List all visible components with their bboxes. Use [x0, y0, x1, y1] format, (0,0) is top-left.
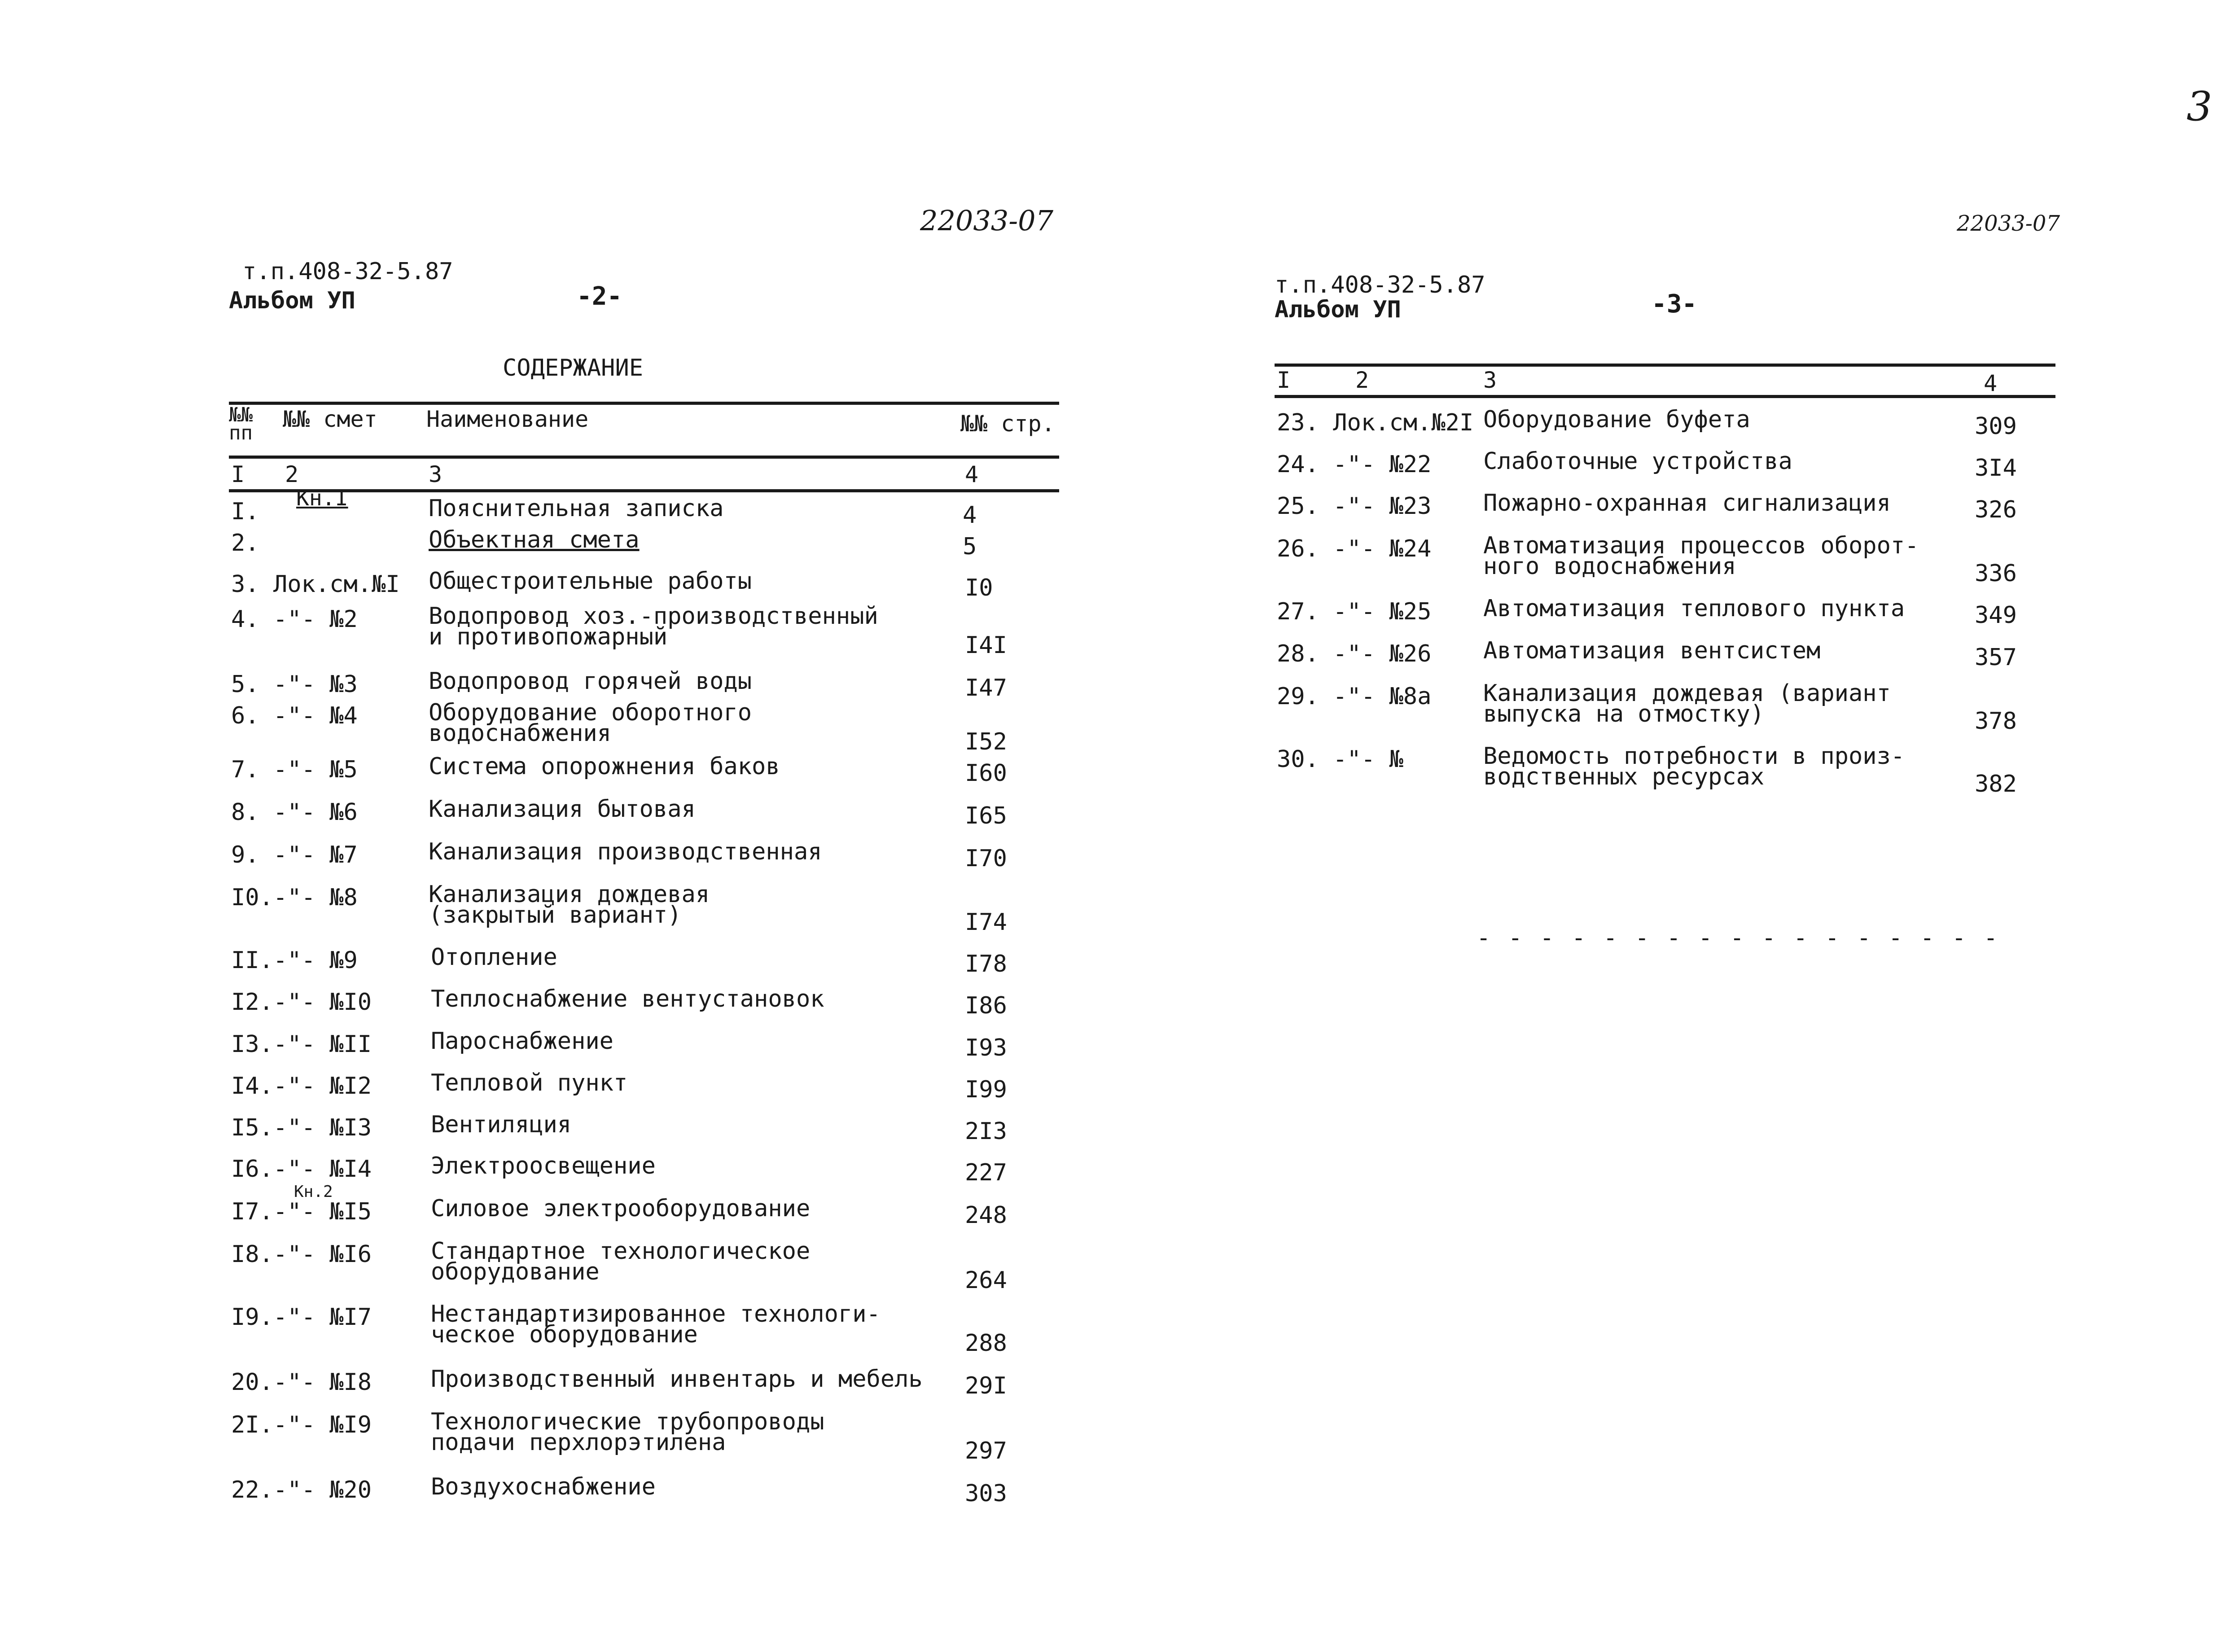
row-number: I2.-"- №I0 — [231, 989, 372, 1016]
row-number: 20.-"- №I8 — [231, 1369, 372, 1396]
row-number: 22.-"- №20 — [231, 1477, 372, 1503]
left-colnum-4: 4 — [965, 461, 979, 487]
row-page: 297 — [965, 1437, 1007, 1464]
row-page: 248 — [965, 1202, 1007, 1229]
row-number: I. — [231, 498, 259, 525]
row-name: Оборудование оборотного водоснабжения — [429, 699, 752, 747]
row-page: 2I3 — [965, 1118, 1007, 1145]
row-page: 309 — [1975, 413, 2017, 440]
right-ref-line: т.п.408-32-5.87 — [1275, 272, 1485, 298]
row-number: I7.-"- №I5 — [231, 1198, 372, 1225]
row-page: 29I — [965, 1372, 1007, 1399]
right-colnum-2: 2 — [1355, 367, 1369, 393]
row-number: I4.-"- №I2 — [231, 1073, 372, 1100]
row-number: 2. — [231, 530, 259, 557]
row-name: Канализация дождевая (закрытый вариант) — [429, 881, 710, 929]
row-name: Водопровод горячей воды — [429, 668, 752, 695]
row-number: I8.-"- №I6 — [231, 1241, 372, 1268]
row-page: I60 — [965, 760, 1007, 787]
row-name: Тепловой пункт — [431, 1069, 628, 1096]
row-number: 28. -"- №26 — [1277, 640, 1432, 667]
left-header-bottom-rule — [229, 489, 1059, 492]
row-number: 6. -"- №4 — [231, 702, 358, 729]
row-name: Электроосвещение — [431, 1152, 656, 1179]
row-number: 30. -"- № — [1277, 746, 1403, 773]
row-name: Пожарно-охранная сигнализация — [1483, 490, 1891, 517]
right-stamp: 22033-07 — [1957, 211, 2060, 236]
row-number: 29. -"- №8а — [1277, 683, 1432, 710]
row-number: I0.-"- №8 — [231, 884, 358, 911]
right-colnum-1: I — [1277, 367, 1291, 393]
row-name: Нестандартизированное технологи- ческое оборудование — [431, 1301, 881, 1348]
row-number: 2I.-"- №I9 — [231, 1411, 372, 1438]
row-page: I86 — [965, 992, 1007, 1019]
corner-page-number: 3 — [2187, 83, 2213, 130]
row-number: 26. -"- №24 — [1277, 535, 1432, 562]
left-header-top-rule — [229, 402, 1059, 405]
left-colnum-3: 3 — [429, 461, 443, 487]
row-name: Пояснительная записка — [429, 495, 724, 522]
right-colnum-4: 4 — [1984, 370, 1998, 396]
right-header-top-rule — [1275, 364, 2055, 367]
row-page: I4I — [965, 632, 1007, 659]
right-header-bottom-rule — [1275, 395, 2055, 398]
row-page: I93 — [965, 1034, 1007, 1061]
left-header-col1: №№ пп — [229, 403, 253, 444]
row-page: 3I4 — [1975, 455, 2017, 482]
left-album: Альбом УП — [229, 287, 355, 314]
left-ref-line: т.п.408-32-5.87 — [242, 258, 453, 285]
row-name: Водопровод хоз.-производственный и противопожарный — [429, 603, 878, 650]
row-number: 23. Лок.см.№2I — [1277, 409, 1474, 436]
right-album: Альбом УП — [1275, 296, 1401, 323]
row-name: Канализация дождевая (вариант выпуска на отмостку) — [1483, 680, 1891, 727]
row-name: Общестроительные работы — [429, 568, 752, 595]
row-number: I9.-"- №I7 — [231, 1304, 372, 1331]
row-page: I65 — [965, 802, 1007, 829]
row-number: 27. -"- №25 — [1277, 598, 1432, 625]
row-page: I0 — [965, 574, 993, 601]
book-note-1: Кн.I — [296, 486, 348, 511]
row-name: Отопление — [431, 944, 557, 971]
row-page: 227 — [965, 1159, 1007, 1186]
left-header-mid-rule — [229, 456, 1059, 459]
row-number: 4. -"- №2 — [231, 606, 358, 633]
row-name: Вентиляция — [431, 1111, 572, 1138]
row-page: I47 — [965, 675, 1007, 701]
row-name: Объектная смета — [429, 526, 640, 553]
row-number: I6.-"- №I4 — [231, 1156, 372, 1183]
row-page: 288 — [965, 1330, 1007, 1357]
row-page: I70 — [965, 845, 1007, 872]
right-colnum-3: 3 — [1483, 367, 1497, 393]
row-number: II.-"- №9 — [231, 947, 358, 974]
row-number: I5.-"- №I3 — [231, 1114, 372, 1141]
end-of-list-dashes: - - - - - - - - - - - - - - - - - — [1477, 925, 2000, 951]
row-name: Теплоснабжение вентустановок — [431, 986, 824, 1012]
row-number: 7. -"- №5 — [231, 756, 358, 783]
row-page: 4 — [963, 502, 977, 529]
left-colnum-1: I — [231, 461, 245, 487]
row-name: Слаботочные устройства — [1483, 448, 1792, 475]
row-name: Канализация бытовая — [429, 796, 696, 823]
row-name: Воздухоснабжение — [431, 1473, 656, 1500]
row-number: I3.-"- №II — [231, 1031, 372, 1058]
book-note-2: Кн.2 — [294, 1183, 333, 1201]
left-header-col2: №№ смет — [283, 406, 377, 432]
row-name: Ведомость потребности в произ- водственных ресурсах — [1483, 743, 1905, 790]
row-number: 3. Лок.см.№I — [231, 571, 400, 598]
row-page: 378 — [1975, 708, 2017, 735]
row-page: I52 — [965, 728, 1007, 755]
row-page: I74 — [965, 909, 1007, 936]
row-page: 303 — [965, 1480, 1007, 1507]
row-number: 9. -"- №7 — [231, 841, 358, 868]
row-number: 8. -"- №6 — [231, 799, 358, 826]
row-page: 326 — [1975, 496, 2017, 523]
left-colnum-2: 2 — [285, 461, 299, 487]
row-number: 24. -"- №22 — [1277, 451, 1432, 478]
row-name: Автоматизация теплового пункта — [1483, 595, 1905, 622]
row-number: 25. -"- №23 — [1277, 493, 1432, 520]
row-page: 357 — [1975, 644, 2017, 671]
contents-title: СОДЕРЖАНИЕ — [503, 355, 644, 381]
row-page: 336 — [1975, 560, 2017, 587]
row-number: 5. -"- №3 — [231, 671, 358, 698]
row-page: I78 — [965, 951, 1007, 977]
row-name: Силовое электрооборудование — [431, 1195, 811, 1222]
left-header-col4: №№ стр. — [960, 411, 1055, 437]
row-name: Технологические трубопроводы подачи перхлорэтилена — [431, 1408, 824, 1456]
left-stamp: 22033-07 — [920, 204, 1054, 237]
row-name: Автоматизация вентсистем — [1483, 637, 1821, 664]
row-name: Пароснабжение — [431, 1028, 613, 1055]
row-page: I99 — [965, 1076, 1007, 1103]
row-name: Автоматизация процессов оборот- ного водоснабжения — [1483, 532, 1919, 580]
row-name: Стандартное технологическое оборудование — [431, 1238, 811, 1285]
right-page-mark: -3- — [1652, 289, 1697, 319]
row-name: Производственный инвентарь и мебель — [431, 1366, 923, 1393]
row-name: Канализация производственная — [429, 838, 822, 865]
left-page-mark: -2- — [577, 282, 622, 311]
row-page: 349 — [1975, 602, 2017, 629]
row-page: 382 — [1975, 771, 2017, 798]
left-header-col3: Наименование — [426, 406, 589, 432]
row-name: Оборудование буфета — [1483, 406, 1750, 433]
row-name: Система опорожнения баков — [429, 753, 780, 780]
row-page: 264 — [965, 1267, 1007, 1294]
row-page: 5 — [963, 533, 977, 560]
